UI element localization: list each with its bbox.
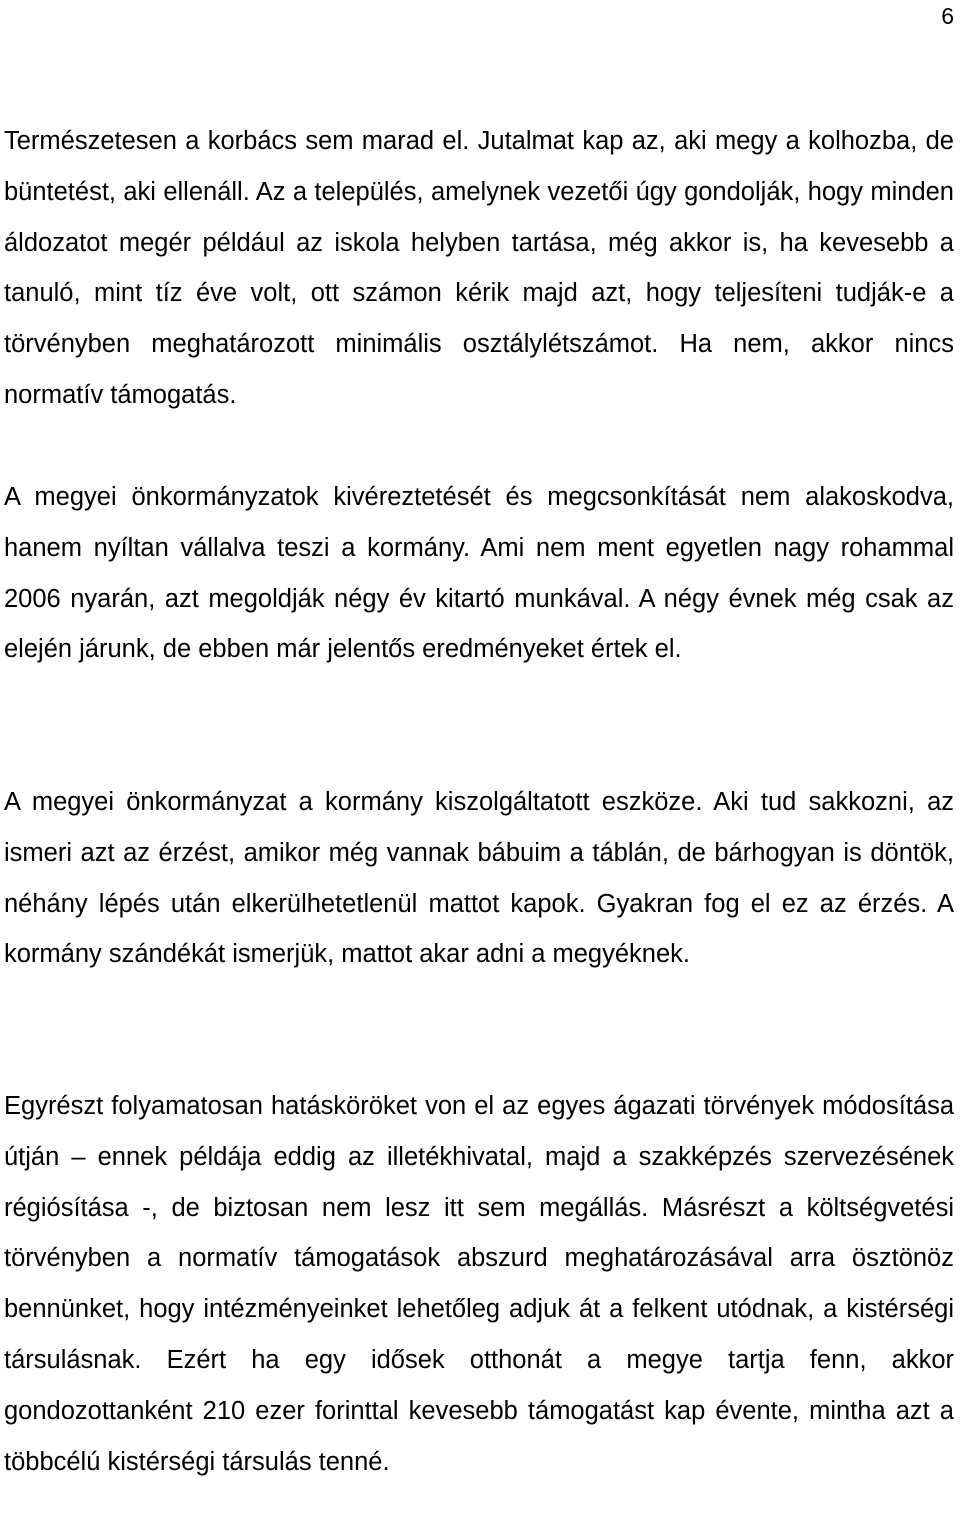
- page-number: 6: [941, 3, 954, 29]
- paragraph-2: A megyei önkormányzatok kivéreztetését és megcsonkítását nem alakoskodva, hanem nyíltan vállalva teszi a kormány. Ami nem ment egyetlen nagy rohammal 2006 nyarán, azt megoldják négy év kitartó munkával. A négy évnek még csak az elején járunk, de ebben már jelentős eredményeket értek el.: [4, 483, 954, 664]
- paragraph-3: A megyei önkormányzat a kormány kiszolgáltatott eszköze. Aki tud sakkozni, az ismeri azt az érzést, amikor még vannak bábuim a táblán, de bárhogyan is döntök, néhány lépés után elkerülhetetlenül mattot kapok. Gyakran fog el ez az érzés. A kormány szándékát ismerjük, mattot akar adni a megyéknek.: [4, 788, 954, 969]
- paragraph-1: Természetesen a korbács sem marad el. Jutalmat kap az, aki megy a kolhozba, de büntetést, aki ellenáll. Az a település, amelynek vezetői úgy gondolják, hogy minden áldozatot megér például az iskola helyben tartása, még akkor is, ha kevesebb a tanuló, mint tíz éve volt, ott számon kérik majd azt, hogy teljesíteni tudják-e a törvényben meghatározott minimális osztálylétszámot. Ha nem, akkor nincs normatív támogatás.: [4, 127, 954, 409]
- paragraph-4: Egyrészt folyamatosan hatásköröket von el az egyes ágazati törvények módosítása útján – ennek példája eddig az illetékhivatal, majd a szakképzés szervezésének régiósítása -, de biztosan nem lesz itt sem megállás. Másrészt a költségvetési törvényben a normatív támogatások abszurd meghatározásával arra ösztönöz bennünket, hogy intézményeinket lehetőleg adjuk át a felkent utódnak, a kistérségi társulásnak. Ezért ha egy idősek otthonát a megye tartja fenn, akkor gondozottanként 210 ezer forinttal kevesebb támogatást kap évente, mintha azt a többcélú kistérségi társulás tenné.: [4, 1092, 954, 1476]
